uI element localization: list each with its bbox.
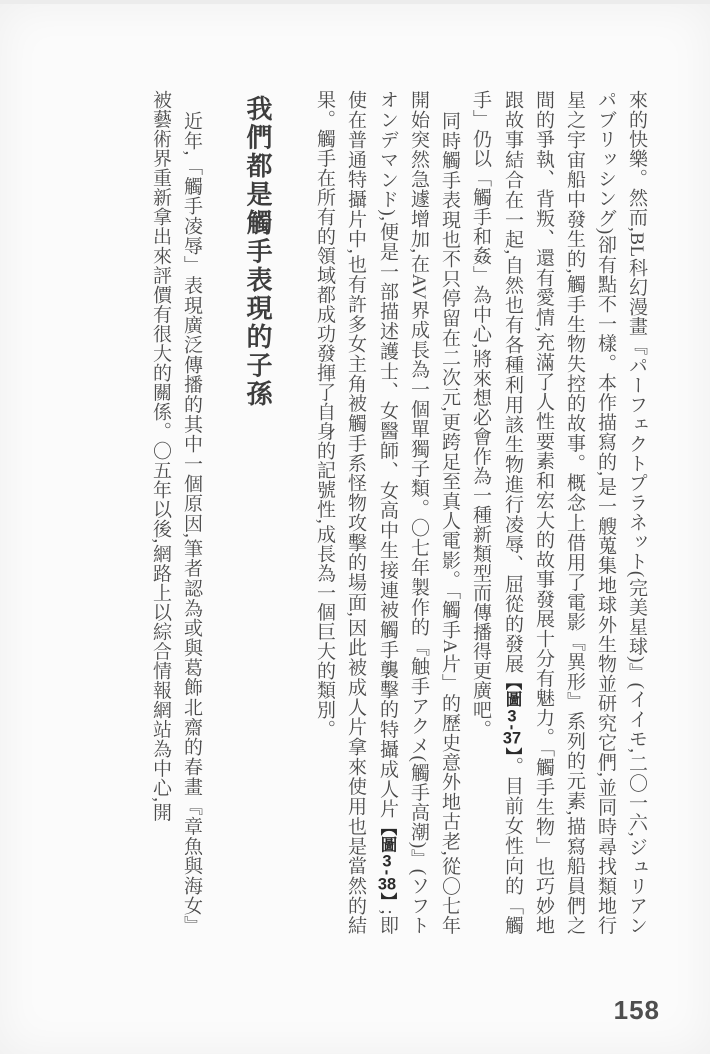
- text-segment: 近年,「觸手凌辱」表現廣泛傳播的其中一個原因,筆者認為或與葛飾北齋的春畫『章魚與海女』被藝術界重新拿出來評價有很大的關係。〇五年以後,網路上以綜合情報網站為中心,開: [150, 90, 202, 935]
- figure-number: 3: [382, 852, 392, 870]
- figure-number: 37: [502, 730, 522, 747]
- text-segment: ;即使在普通特攝片中,也有許多女主角被觸手系怪物攻擊的場面,因此被成人片拿來使用也是當然的結果。觸手在所有的領域都成功發揮了自身的記號性,成長為一個巨大的類別。: [314, 90, 398, 936]
- paragraph: [145, 90, 207, 935]
- paragraph: [309, 90, 465, 935]
- paragraph: [465, 90, 652, 935]
- figure-number: 38: [377, 875, 397, 893]
- figure-number: 3: [507, 707, 517, 725]
- text-flow: [145, 90, 652, 935]
- text-segment: 來的快樂。然而,BL科幻漫畫『パーフェクトプラネット(完美星球)』(イイモ,二〇一六,ジュリアンパブリッシング)卻有點不一樣。本作描寫的,是一艘蒐集地球外生物並研究它們,並同時尋找類地行星之宇宙船中發生的,觸手生物失控的故事。概念上借用了電影『異形』系列的元素,描寫船員們之間的爭執、背叛、還有愛情,充滿了人性要素和宏大的故事發展十分有魅力。「觸手生物」也巧妙地跟故事結合在一起,自然也有各種利用該生物進行凌辱、屈從的發展: [502, 90, 647, 935]
- section-heading: 我們都是觸手表現的子孫: [243, 95, 273, 409]
- text-segment: 同時觸手表現也不只停留在二次元,更跨足至真人電影。「觸手A片」的歷史意外地古老,從〇七年開始突然急遽增加,在AV界成長為一個單獨子類。〇七年製作的『触手アクメ(觸手高潮)』(ソフトオンデマンド),便是一部描述護士、女醫師、女高中生接連被觸手襲擊的特攝成人片: [377, 90, 460, 935]
- page-number: 158: [613, 995, 660, 1025]
- figure-reference: 【圖3-37】: [502, 673, 522, 757]
- text-segment: 。目前女性向的「觸手」仍以「觸手和姦」為中心,將來想必會作為一種新類型而傳播得更廣吧。: [470, 90, 523, 936]
- figure-reference: 【圖3-38】: [377, 818, 397, 910]
